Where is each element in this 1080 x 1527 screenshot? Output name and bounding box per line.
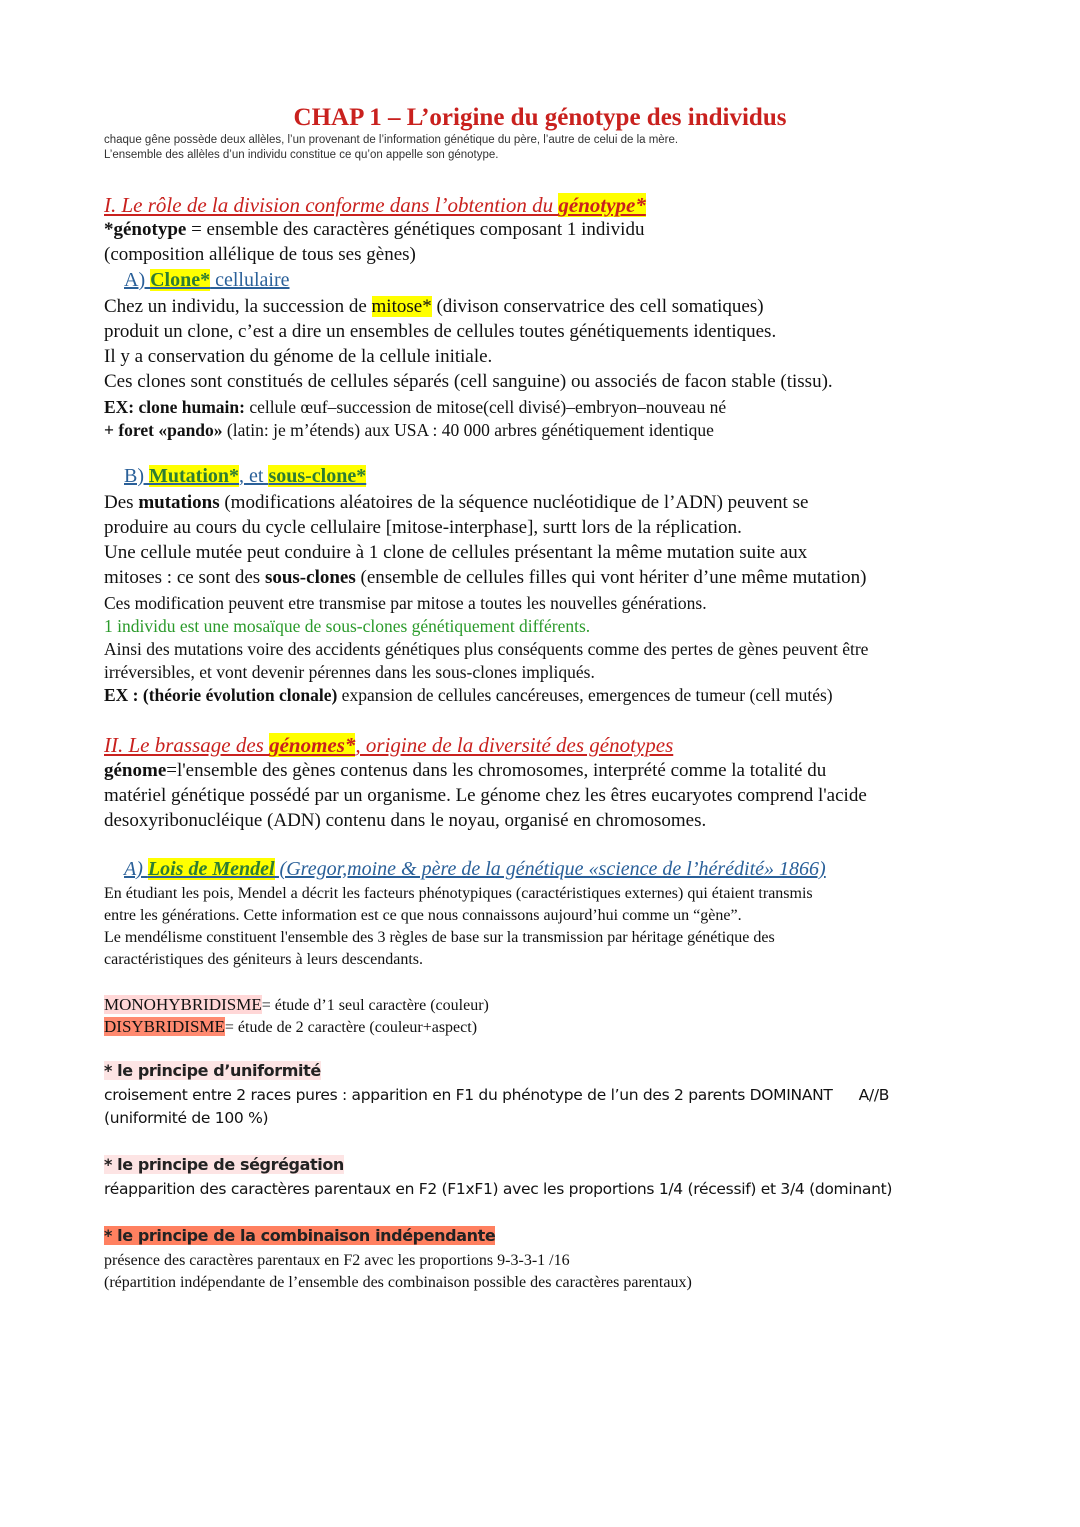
- page-title: CHAP 1 – L’origine du génotype des individus: [293, 104, 787, 131]
- mendel-line-1: En étudiant les pois, Mendel a décrit les facteurs phénotypiques (caractéristiques externes) qui étaient transmis: [104, 885, 813, 902]
- monohybridisme-term: MONOHYBRIDISME: [104, 995, 262, 1014]
- genotype-definition: [104, 219, 644, 241]
- principle-combinaison-line-2: (répartition indépendante de l’ensemble des combinaison possible des caractères parentaux): [104, 1274, 692, 1291]
- mutation-line-3: Une cellule mutée peut conduire à 1 clone de cellules présentant la même mutation suite aux: [104, 542, 808, 563]
- example-evolution-clonale: [104, 685, 833, 706]
- sous-clone-highlight: sous-clone*: [268, 465, 367, 487]
- genome-line-1-text: =l'ensemble des gènes contenus dans les chromosomes, interprété comme la totalité du: [166, 760, 827, 781]
- subsection-2a-prefix: A): [124, 858, 148, 880]
- subsection-2a-rest: (Gregor,moine & père de la génétique «science de l’hérédité» 1866): [274, 858, 826, 880]
- section-2-heading-post: , origine de la diversité des génotypes: [355, 733, 674, 757]
- intro-line-1: chaque gêne possède deux allèles, l’un provenant de l’information génétique du père, l’autre de celui de la mère.: [104, 134, 679, 146]
- mutation-l1-post: (modifications aléatoires de la séquence nucléotidique de l’ADN) peuvent se: [219, 492, 809, 513]
- monohybridisme-line: [104, 995, 489, 1015]
- section-1-heading-text: I. Le rôle de la division conforme dans l’obtention du: [104, 193, 559, 217]
- genotype-definition-line-2: (composition allélique de tous ses gènes): [104, 244, 416, 265]
- mutation-l1-pre: Des: [104, 492, 139, 513]
- clone-p1-post: (divison conservatrice des cell somatiques): [431, 296, 764, 317]
- principle-segregation-line-1: réapparition des caractères parentaux en F2 (F1xF1) avec les proportions 1/4 (récessif) et 3/4 (dominant): [104, 1180, 893, 1198]
- mendel-line-3: Le mendélisme constituent l'ensemble des 3 règles de base sur la transmission par héritage génétique des: [104, 929, 775, 946]
- mitose-highlight: mitose*: [371, 296, 432, 317]
- example-3-label: EX : (théorie évolution clonale): [104, 685, 338, 705]
- monohybridisme-def: = étude d’1 seul caractère (couleur): [261, 997, 489, 1014]
- section-1-heading: [104, 193, 646, 218]
- genotype-term: *génotype: [104, 219, 187, 240]
- principle-uniformite-line-2: (uniformité de 100 %): [104, 1109, 269, 1127]
- mutation-line-2: produire au cours du cycle cellulaire [mitose-interphase], surtt lors de la réplication.: [104, 517, 742, 538]
- principle-uniformite-title: [104, 1061, 321, 1080]
- clone-paragraph-line-4: Ces clones sont constitués de cellules séparés (cell sanguine) ou associés de facon stable (tissu).: [104, 371, 833, 392]
- mutation-line-1: [104, 492, 808, 514]
- disybridisme-term: DISYBRIDISME: [104, 1017, 225, 1036]
- subsection-2a-heading: [104, 858, 826, 881]
- mutation-l1-bold: mutations: [138, 492, 220, 513]
- subsection-1a-prefix: A): [124, 269, 151, 291]
- mutation-highlight: Mutation*: [149, 465, 239, 487]
- subsection-1a-rest: cellulaire: [210, 269, 290, 291]
- section-1-heading-highlight: génotype*: [558, 193, 646, 217]
- disybridisme-line: [104, 1017, 477, 1037]
- example-clone-humain: [104, 397, 726, 418]
- example-1-label: EX: clone humain:: [104, 397, 245, 417]
- genome-term: génome: [104, 760, 167, 781]
- example-2-label: + foret «pando»: [104, 420, 223, 440]
- subsection-1b-prefix: B): [124, 465, 149, 487]
- genome-line-2: matériel génétique possédé par un organisme. Le génome chez les êtres eucaryotes comprend l'acide: [104, 785, 867, 806]
- clone-paragraph-line-1: [104, 296, 764, 318]
- genome-line-3: desoxyribonucléique (ADN) contenu dans le noyau, organisé en chromosomes.: [104, 810, 707, 831]
- principle-segregation-title: [104, 1155, 344, 1174]
- section-2-heading: [104, 733, 673, 758]
- subsection-1a-highlight: Clone*: [150, 269, 211, 291]
- mutation-l4-post: (ensemble de cellules filles qui vont hériter d’une même mutation): [355, 567, 867, 588]
- intro-line-2: L’ensemble des allèles d’un individu constitue ce qu’on appelle son génotype.: [104, 149, 499, 161]
- mutation-l4-bold: sous-clones: [264, 567, 356, 588]
- genotype-definition-text: = ensemble des caractères génétiques composant 1 individu: [186, 219, 645, 240]
- example-foret-pando: [104, 420, 714, 441]
- principle-1-title: * le principe d’uniformité: [104, 1061, 321, 1080]
- clone-paragraph-line-2: produit un clone, c’est a dire un ensembles de cellules toutes génétiquements identiques.: [104, 321, 777, 342]
- section-2-heading-highlight: génomes*: [269, 733, 356, 757]
- mutation-line-4: [104, 567, 866, 589]
- principle-1-text: croisement entre 2 races pures : apparition en F1 du phénotype de l’un des 2 parents DOMINANT: [104, 1086, 833, 1104]
- section-2-heading-pre: II. Le brassage des: [104, 733, 270, 757]
- disybridisme-def: = étude de 2 caractère (couleur+aspect): [224, 1019, 478, 1036]
- principle-3-title: * le principe de la combinaison indépendante: [104, 1226, 496, 1245]
- mutation-line-8: irréversibles, et vont devenir pérennes dans les sous-clones impliqués.: [104, 662, 595, 682]
- principle-2-title: * le principe de ségrégation: [104, 1155, 344, 1174]
- principle-1-ab: A//B: [858, 1086, 890, 1104]
- example-1-text: cellule œuf–succession de mitose(cell divisé)–embryon–nouveau né: [244, 397, 727, 417]
- clone-p1-pre: Chez un individu, la succession de: [104, 296, 372, 317]
- example-3-text: expansion de cellules cancéreuses, emergences de tumeur (cell mutés): [337, 685, 833, 705]
- example-2-text: (latin: je m’étends) aux USA : 40 000 arbres génétiquement identique: [222, 420, 714, 440]
- subsection-1a-heading: [104, 269, 290, 292]
- mendel-line-2: entre les générations. Cette information est ce que nous connaissons aujourd’hui comme un “gène”.: [104, 907, 742, 924]
- mutation-line-6: 1 individu est une mosaïque de sous-clones génétiquement différents.: [104, 616, 591, 636]
- principle-combinaison-line-1: présence des caractères parentaux en F2 avec les proportions 9-3-3-1 /16: [104, 1252, 570, 1269]
- mutation-line-5: Ces modification peuvent etre transmise par mitose a toutes les nouvelles générations.: [104, 593, 707, 613]
- mutation-l4-pre: mitoses : ce sont des: [104, 567, 265, 588]
- mendel-highlight: Lois de Mendel: [147, 858, 275, 880]
- principle-combinaison-title: [104, 1226, 495, 1245]
- subsection-1b-mid: , et: [239, 465, 269, 487]
- clone-paragraph-line-3: Il y a conservation du génome de la cellule initiale.: [104, 346, 493, 367]
- subsection-1b-heading: [104, 465, 366, 488]
- genome-line-1: [104, 760, 826, 782]
- mendel-line-4: caractéristiques des géniteurs à leurs descendants.: [104, 951, 423, 968]
- principle-uniformite-line-1: [104, 1086, 889, 1104]
- mutation-line-7: Ainsi des mutations voire des accidents génétiques plus conséquents comme des pertes de gènes peuvent être: [104, 639, 869, 659]
